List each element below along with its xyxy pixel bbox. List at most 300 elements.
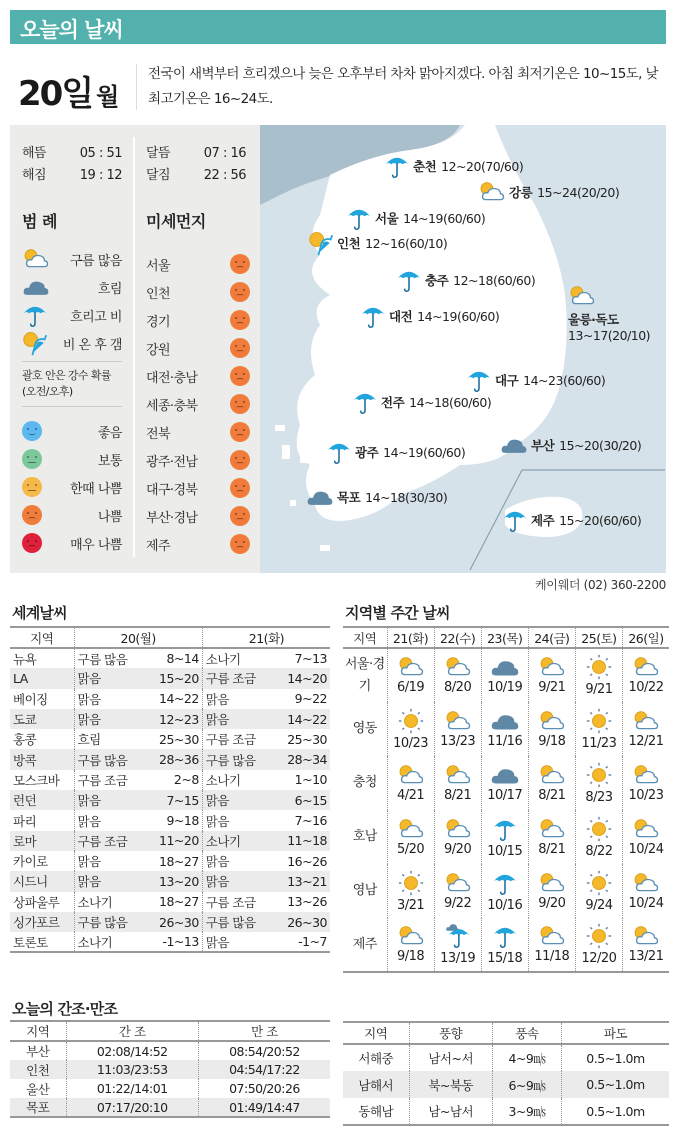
- data-source: 케이웨더 (02) 360-2200: [534, 578, 666, 592]
- table-row: [10, 790, 330, 810]
- forecast-cell: [575, 648, 622, 702]
- condition-today: 구름 많음: [74, 749, 144, 769]
- face-bad-icon: [230, 254, 250, 274]
- partly-cloudy-icon: [397, 656, 425, 678]
- col-header: 지역: [343, 1022, 409, 1044]
- col-header: 지역: [10, 627, 74, 648]
- partly-cloudy-icon: [538, 710, 566, 732]
- dust-level-item: [22, 501, 122, 529]
- col-header: 만 조: [198, 1021, 330, 1041]
- table-row: [343, 702, 669, 756]
- col-header: 파도: [562, 1022, 670, 1044]
- temp-range: 10/22: [628, 680, 664, 695]
- dust-region-item: [146, 278, 250, 306]
- col-header: 24(금): [528, 627, 575, 648]
- temp-tomorrow: 14~22: [273, 709, 330, 729]
- forecast-cell: [575, 756, 622, 810]
- temp-today: 9~18: [166, 813, 199, 829]
- forecast-cell: [622, 810, 669, 864]
- forecast-cell: [622, 918, 669, 972]
- page-title: 오늘의 날씨: [10, 10, 666, 44]
- forecast-cell: [387, 864, 434, 918]
- temp-today: 26~30: [144, 912, 202, 932]
- partly-cloudy-icon: [444, 818, 472, 840]
- partly-cloudy-icon: [538, 656, 566, 678]
- fine-dust-list: [146, 250, 250, 558]
- condition-tomorrow: 구름 조금: [202, 668, 272, 688]
- face-bad-icon: [230, 534, 250, 554]
- sunrise-time: 05 : 51: [79, 146, 122, 161]
- partly-cloudy-icon: [478, 181, 506, 203]
- date-display: [18, 66, 117, 115]
- city-name: 베이징: [13, 691, 48, 707]
- forecast-cell: [622, 702, 669, 756]
- low-tide-times: 11:03/23:53: [66, 1060, 198, 1079]
- region-name: 서울·경기: [344, 656, 385, 694]
- condition-today: 맑음: [74, 810, 144, 830]
- partly-cloudy-icon: [632, 925, 660, 947]
- condition-tomorrow: 맑음: [202, 709, 272, 729]
- rain-umbrella-icon: [502, 507, 528, 533]
- forecast-cell: [434, 648, 481, 702]
- rain-umbrella-icon: [492, 870, 518, 896]
- region-name: 호남: [352, 829, 377, 844]
- condition-today: 맑음: [74, 668, 144, 688]
- sunset-label: 해짐: [22, 168, 47, 183]
- forecast-cell: [481, 810, 528, 864]
- legend-title: 범 례: [22, 212, 57, 231]
- legend-label: 비 온 후 갬: [62, 337, 122, 353]
- table-row: [10, 831, 330, 851]
- sunny-icon: [398, 708, 424, 734]
- map-city-gwangju: [326, 439, 465, 465]
- city-name: 방콕: [10, 749, 74, 769]
- rain-then-clear-icon: [22, 330, 48, 356]
- forecast-cell: [481, 756, 528, 810]
- partly-cloudy-icon: [444, 710, 472, 732]
- city-name: 부산: [531, 438, 555, 453]
- forecast-cell: [481, 648, 528, 702]
- temp-range: 10/24: [628, 895, 664, 911]
- divider: [136, 64, 137, 110]
- dust-region-name: 대전·충남: [146, 370, 198, 386]
- weather-summary: 전국이 새벽부터 흐리겠으나 늦은 오후부터 차차 맑아지겠다. 아침 최저기온은 10~15도, 낮 최고기온은 16~24도.: [148, 66, 658, 107]
- partly-cloudy-icon: [568, 285, 596, 307]
- tide-table: [10, 1020, 330, 1118]
- condition-tomorrow: 구름 많음: [202, 749, 272, 769]
- city-name: 도쿄: [10, 709, 74, 729]
- date-day: 20일: [18, 74, 93, 114]
- forecast-cell: [434, 864, 481, 918]
- temp-today: 2~8: [173, 772, 199, 788]
- partly-cloudy-icon: [632, 818, 660, 840]
- condition-today: 흐림: [74, 729, 144, 749]
- partly-cloudy-icon: [632, 872, 660, 894]
- map-city-jeonju: [352, 389, 491, 415]
- partly-cloudy-icon: [444, 764, 472, 786]
- temp-tomorrow: 13~26: [287, 894, 327, 910]
- dust-region-name: 광주·전남: [146, 454, 198, 470]
- map-city-chungju: [396, 267, 535, 293]
- forecast-cell: [528, 756, 575, 810]
- face-bad-icon: [230, 282, 250, 302]
- weather-legend: [22, 245, 122, 357]
- dust-region-name: 제주: [146, 538, 170, 554]
- dust-level-item: [22, 473, 122, 501]
- partly-cloudy-icon: [632, 710, 660, 732]
- city-temp: 15~20(30/20): [559, 437, 642, 453]
- condition-tomorrow: 맑음: [202, 810, 272, 830]
- city-name: 런던: [10, 790, 74, 810]
- temp-range: 12/21: [628, 733, 664, 749]
- temp-tomorrow: -1~7: [273, 932, 330, 952]
- temp-range: 13/19: [440, 951, 476, 966]
- city-name: 충주: [425, 273, 449, 288]
- weather-map: [260, 125, 666, 573]
- table-row: [10, 770, 330, 790]
- legend-item: [22, 273, 122, 301]
- condition-tomorrow: 소나기: [202, 648, 272, 668]
- region-name: 영동: [352, 721, 377, 736]
- fine-dust-title: 미세먼지: [146, 212, 206, 231]
- condition-today: 소나기: [74, 892, 144, 912]
- divider: [133, 137, 135, 557]
- partly-cloudy-icon: [397, 818, 425, 840]
- city-name: 대전: [389, 309, 413, 324]
- temp-range: 13/23: [440, 733, 476, 749]
- forecast-cell: [434, 810, 481, 864]
- partly-cloudy-icon: [632, 656, 660, 678]
- forecast-cell: [528, 702, 575, 756]
- temp-range: 8/21: [444, 787, 472, 803]
- city-temp: 14~19(60/60): [417, 308, 500, 324]
- high-tide-times: 01:49/14:47: [198, 1098, 330, 1117]
- precipitation-note: 괄호 안은 강수 확률 (오전/오후): [22, 361, 122, 407]
- partly-cloudy-icon: [632, 764, 660, 786]
- temp-range: 10/19: [487, 680, 523, 695]
- city-name: LA: [10, 668, 74, 688]
- face-bad-icon: [230, 394, 250, 414]
- rain-umbrella-icon: [396, 267, 422, 293]
- col-header: 20(월): [74, 627, 202, 648]
- dust-region-name: 세종·충북: [146, 398, 198, 414]
- cloudy-icon: [490, 764, 520, 786]
- temp-tomorrow: 16~26: [287, 853, 327, 869]
- city-name: 울릉·독도: [568, 312, 619, 327]
- table-row: [10, 689, 330, 709]
- sea-region: 서해중: [358, 1051, 394, 1066]
- city-name: 서울: [375, 211, 399, 226]
- temp-tomorrow: 26~30: [273, 912, 330, 932]
- cloudy-icon: [22, 277, 50, 297]
- condition-today: 맑음: [74, 709, 144, 729]
- temp-range: 9/24: [585, 897, 613, 913]
- forecast-cell: [528, 918, 575, 972]
- temp-range: 8/21: [538, 787, 566, 803]
- sunny-icon: [586, 762, 612, 788]
- temp-range: 12/20: [581, 951, 617, 966]
- dust-region-item: [146, 502, 250, 530]
- world-weather-title: 세계날씨: [12, 604, 67, 622]
- dust-level-label: 보통: [97, 453, 122, 469]
- partly-cloudy-icon: [444, 872, 472, 894]
- face-bad-icon: [22, 505, 42, 525]
- sunny-icon: [586, 923, 612, 949]
- table-row: [10, 851, 330, 871]
- forecast-cell: [434, 756, 481, 810]
- temp-today: 13~20: [144, 871, 202, 891]
- temp-tomorrow: 1~10: [294, 772, 327, 788]
- temp-range: 4/21: [396, 787, 425, 803]
- table-row: [10, 932, 330, 952]
- dust-region-item: [146, 334, 250, 362]
- legend-item: [22, 329, 122, 357]
- low-tide-times: 01:22/14:01: [66, 1079, 198, 1098]
- forecast-cell: [481, 918, 528, 972]
- condition-tomorrow: 소나기: [202, 770, 272, 790]
- col-header: 간 조: [66, 1021, 198, 1041]
- condition-tomorrow: 구름 조금: [202, 892, 272, 912]
- rain-umbrella-icon: [492, 816, 518, 842]
- condition-today: 구름 많음: [74, 912, 144, 932]
- info-panel: [10, 125, 260, 573]
- forecast-cell: [434, 702, 481, 756]
- city-name: 대구: [495, 373, 519, 388]
- face-bad-icon: [230, 338, 250, 358]
- temp-range: 5/20: [396, 841, 425, 857]
- temp-today: 8~14: [166, 651, 199, 667]
- region-name: 충청: [352, 775, 377, 790]
- city-temp: 14~19(60/60): [403, 210, 486, 226]
- high-tide-times: 08:54/20:52: [198, 1041, 330, 1060]
- forecast-cell: [481, 702, 528, 756]
- sunny-icon: [586, 708, 612, 734]
- forecast-cell: [434, 918, 481, 972]
- temp-today: 18~27: [159, 894, 199, 910]
- table-row: [10, 648, 330, 668]
- face-bad-icon: [230, 310, 250, 330]
- condition-tomorrow: 맑음: [202, 790, 272, 810]
- dust-region-name: 경기: [146, 314, 170, 330]
- sun-times: [22, 143, 122, 187]
- forecast-cell: [481, 864, 528, 918]
- temp-range: 9/20: [444, 841, 472, 857]
- table-row: [343, 648, 669, 702]
- col-header: 21(화): [202, 627, 330, 648]
- dust-level-item: [22, 445, 122, 473]
- partly-cloudy-icon: [538, 925, 566, 947]
- col-header: 지역: [343, 627, 387, 648]
- sunset-time: 19 : 12: [79, 168, 122, 183]
- col-header: 지역: [10, 1021, 66, 1041]
- temp-range: 9/22: [444, 895, 472, 911]
- forecast-cell: [575, 702, 622, 756]
- map-city-ulleung: [568, 285, 650, 343]
- map-city-gangneung: [478, 181, 619, 203]
- table-row: [10, 749, 330, 769]
- table-row: [10, 1060, 330, 1079]
- forecast-cell: [528, 810, 575, 864]
- temp-today: 7~15: [144, 790, 202, 810]
- condition-tomorrow: 소나기: [202, 831, 272, 851]
- dust-region-item: [146, 446, 250, 474]
- city-temp: 14~18(60/60): [409, 394, 492, 410]
- dust-level-label: 좋음: [97, 425, 122, 441]
- dust-region-name: 대구·경북: [146, 482, 198, 498]
- condition-today: 맑음: [74, 689, 144, 709]
- face-bad-icon: [230, 422, 250, 442]
- map-city-seoul: [346, 205, 485, 231]
- dust-region-name: 강원: [146, 342, 170, 358]
- moon-times: [146, 143, 246, 187]
- legend-label: 흐리고 비: [70, 309, 122, 325]
- city-name: 모스크바: [13, 772, 60, 788]
- col-header: 풍향: [409, 1022, 492, 1044]
- legend-item: [22, 301, 122, 329]
- condition-today: 맑음: [74, 851, 144, 871]
- table-row: [10, 810, 330, 830]
- cloud-rain-icon: [445, 923, 471, 949]
- forecast-cell: [387, 756, 434, 810]
- table-row: [343, 756, 669, 810]
- temp-tomorrow: 28~34: [273, 749, 330, 769]
- map-city-daejeon: [360, 303, 499, 329]
- sunny-icon: [398, 870, 424, 896]
- col-header: 21(화): [387, 627, 434, 648]
- city-temp: 15~24(20/20): [537, 184, 620, 200]
- forecast-cell: [622, 864, 669, 918]
- city-temp: 14~19(60/60): [383, 444, 466, 460]
- dust-region-item: [146, 418, 250, 446]
- region-name: 인천: [10, 1060, 66, 1079]
- table-row: [10, 1041, 330, 1060]
- moonset-label: 달짐: [146, 168, 171, 183]
- world-weather-table: [10, 626, 330, 953]
- temp-range: 9/21: [538, 680, 566, 695]
- partly-cloudy-icon: [397, 764, 425, 786]
- cloudy-icon: [306, 487, 334, 507]
- forecast-cell: [528, 648, 575, 702]
- temp-range: 8/23: [585, 789, 613, 805]
- temp-tomorrow: 14~20: [273, 668, 330, 688]
- face-good-icon: [22, 421, 42, 441]
- legend-item: [22, 245, 122, 273]
- table-row: [343, 1071, 669, 1098]
- condition-tomorrow: 맑음: [202, 932, 272, 952]
- temp-today: 12~23: [144, 709, 202, 729]
- temp-tomorrow: 25~30: [287, 731, 327, 747]
- condition-tomorrow: 맑음: [202, 689, 272, 709]
- city-name: 로마: [10, 831, 74, 851]
- city-name: 시드니: [10, 871, 74, 891]
- table-row: [10, 709, 330, 729]
- temp-today: 18~27: [159, 853, 199, 869]
- forecast-cell: [387, 918, 434, 972]
- tide-title: 오늘의 간조·만조: [12, 1000, 118, 1018]
- low-tide-times: 02:08/14:52: [66, 1041, 198, 1060]
- city-name: 광주: [355, 445, 379, 460]
- dust-level-item: [22, 417, 122, 445]
- temp-range: 10/23: [393, 735, 429, 751]
- city-name: 토론토: [10, 932, 74, 952]
- wave-height: 0.5~1.0m: [562, 1071, 670, 1098]
- moonset-time: 22 : 56: [203, 168, 246, 183]
- table-row: [10, 1079, 330, 1098]
- forecast-cell: [622, 756, 669, 810]
- wind-speed: 4~9㎧: [492, 1044, 561, 1071]
- temp-range: 6/19: [396, 680, 425, 695]
- temp-range: 3/21: [396, 897, 425, 913]
- temp-range: 9/21: [585, 682, 613, 697]
- date-summary-row: [10, 58, 666, 118]
- condition-tomorrow: 맑음: [202, 871, 272, 891]
- dust-region-item: [146, 250, 250, 278]
- dust-level-legend: [22, 417, 122, 557]
- legend-label: 구름 많음: [70, 253, 122, 269]
- temp-today: 14~22: [159, 691, 199, 707]
- weekly-weather-title: 지역별 주간 날씨: [345, 604, 450, 622]
- forecast-cell: [528, 864, 575, 918]
- dust-level-label: 나쁨: [97, 509, 122, 525]
- face-mild-icon: [22, 477, 42, 497]
- temp-today: 15~20: [144, 668, 202, 688]
- rain-then-clear-icon: [308, 230, 334, 256]
- rain-umbrella-icon: [22, 302, 48, 328]
- table-row: [10, 668, 330, 688]
- city-temp: 13~17(20/10): [568, 328, 651, 343]
- condition-today: 구름 조금: [74, 831, 144, 851]
- temp-today: 28~36: [144, 749, 202, 769]
- dust-region-item: [146, 390, 250, 418]
- col-header: 23(목): [481, 627, 528, 648]
- sea-region: 남해서: [343, 1071, 409, 1098]
- region-name: 부산: [26, 1044, 50, 1059]
- dust-level-item: [22, 529, 122, 557]
- col-header: 22(수): [434, 627, 481, 648]
- condition-today: 구름 많음: [74, 648, 144, 668]
- wind-direction: 북~북동: [409, 1071, 492, 1098]
- sunrise-label: 해뜸: [22, 146, 47, 161]
- wind-direction: 남~남서: [409, 1098, 492, 1125]
- forecast-cell: [575, 918, 622, 972]
- temp-range: 8/22: [585, 843, 613, 859]
- condition-today: 맑음: [74, 871, 144, 891]
- city-name: 인천: [337, 236, 361, 251]
- temp-today: -1~13: [144, 932, 202, 952]
- city-name: 카이로: [13, 854, 48, 870]
- temp-tomorrow: 11~18: [273, 831, 330, 851]
- cloudy-icon: [490, 710, 520, 732]
- condition-tomorrow: 구름 조금: [202, 729, 272, 749]
- partly-cloudy-icon: [22, 248, 50, 270]
- sea-conditions-table: [343, 1021, 669, 1126]
- partly-cloudy-icon: [444, 656, 472, 678]
- map-city-busan: [500, 435, 641, 455]
- temp-tomorrow: 7~16: [294, 813, 327, 829]
- dust-region-name: 전북: [146, 426, 170, 442]
- rain-umbrella-icon: [384, 153, 410, 179]
- table-row: [10, 892, 330, 912]
- table-row: [343, 1098, 669, 1125]
- sunny-icon: [586, 654, 612, 680]
- region-name: 영남: [352, 883, 377, 898]
- dust-level-label: 매우 나쁨: [70, 537, 122, 553]
- city-temp: 12~20(70/60): [441, 158, 524, 174]
- temp-range: 11/18: [534, 949, 570, 964]
- forecast-cell: [575, 810, 622, 864]
- city-name: 뉴욕: [13, 651, 37, 667]
- table-row: [343, 864, 669, 918]
